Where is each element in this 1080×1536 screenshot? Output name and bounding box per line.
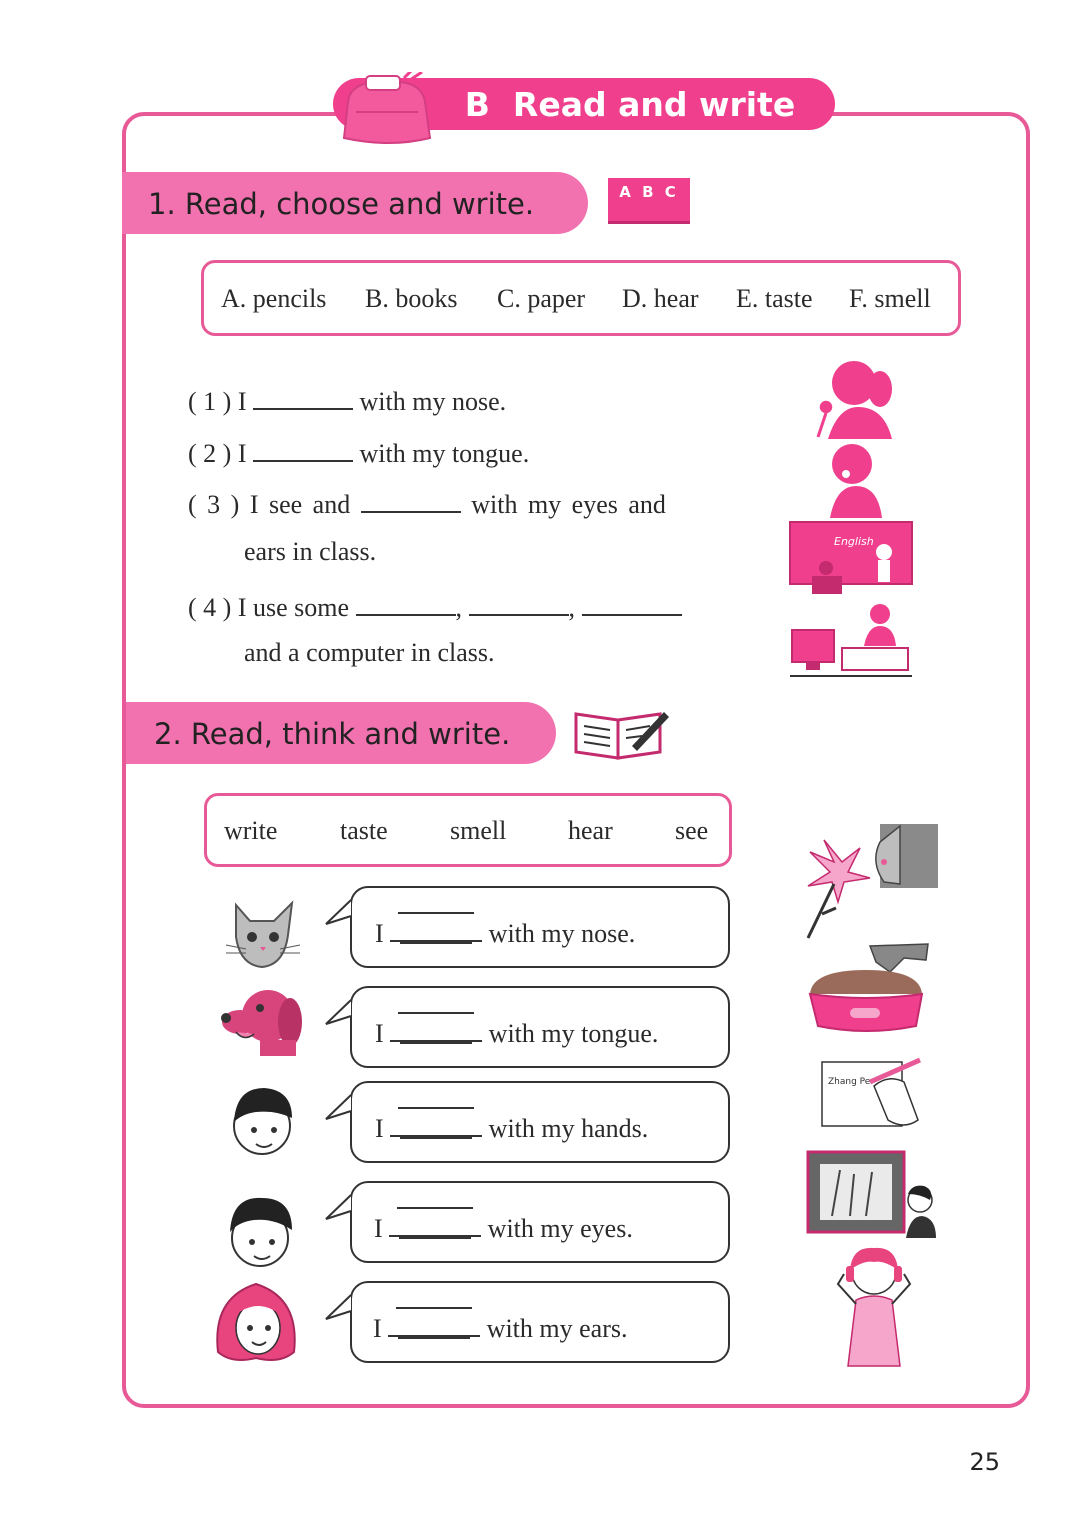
question-2: ( 2 ) I with my tongue. xyxy=(188,434,529,469)
sentence-5: I with my ears. xyxy=(373,1309,627,1344)
page-number: 25 xyxy=(969,1448,1000,1476)
paper-name-label: Zhang Pe xyxy=(828,1077,871,1087)
section2-title: 2. Read, think and write. xyxy=(126,702,556,764)
section1-title: 1. Read, choose and write. xyxy=(122,172,588,234)
question-1: ( 1 ) I with my nose. xyxy=(188,382,506,417)
boy-face-icon-2 xyxy=(224,1192,300,1276)
boy-face-icon-1 xyxy=(226,1082,300,1164)
answer-blank-4b[interactable] xyxy=(469,588,569,616)
cat-icon xyxy=(222,895,302,971)
page-title: B Read and write xyxy=(464,85,796,124)
classroom-blackboard-icon xyxy=(788,520,914,598)
computer-desk-icon xyxy=(788,600,914,680)
dog-icon xyxy=(220,982,304,1058)
sentence-blank-2[interactable] xyxy=(390,1014,482,1042)
sentence-blank-3[interactable] xyxy=(390,1109,482,1137)
sentence-1: I with my nose. xyxy=(375,914,635,949)
sentence-2: I with my tongue. xyxy=(375,1014,658,1049)
girl-listening-headphones-icon xyxy=(828,1244,918,1368)
option-b: B. books xyxy=(365,284,458,313)
option-e: E. taste xyxy=(736,284,813,313)
answer-blank-2[interactable] xyxy=(253,434,353,462)
question-3: ( 3 ) I see and with my eyes and xyxy=(188,485,666,520)
option-c: C. paper xyxy=(497,284,586,313)
abc-badge: A B C xyxy=(608,178,690,224)
dog-food-bowl-icon xyxy=(806,942,934,1032)
boy-tasting-icon xyxy=(822,438,888,518)
hand-writing-name-icon xyxy=(818,1056,924,1132)
answer-blank-4c[interactable] xyxy=(582,588,682,616)
question-4-continued: and a computer in class. xyxy=(244,638,495,667)
answer-blank-1[interactable] xyxy=(253,382,353,410)
sentence-blank-1[interactable] xyxy=(390,914,482,942)
open-book-pencil-icon xyxy=(572,706,670,760)
word-hear: hear xyxy=(568,816,613,845)
word-write: write xyxy=(224,816,278,845)
board-label: English xyxy=(834,535,874,548)
sentence-blank-4[interactable] xyxy=(389,1209,481,1237)
word-taste: taste xyxy=(340,816,388,845)
question-3-continued: ears in class. xyxy=(244,537,377,566)
cat-smelling-lily-icon xyxy=(800,822,940,942)
sentence-blank-5[interactable] xyxy=(388,1309,480,1337)
bubble-tails xyxy=(318,880,358,1360)
answer-blank-4a[interactable] xyxy=(356,588,456,616)
question-4: ( 4 ) I use some , , xyxy=(188,588,682,623)
option-d: D. hear xyxy=(622,284,699,313)
word-see: see xyxy=(675,816,709,845)
sentence-4: I with my eyes. xyxy=(374,1209,633,1244)
sentence-3: I with my hands. xyxy=(375,1109,648,1144)
option-a: A. pencils xyxy=(221,284,327,313)
girl-smelling-flower-icon xyxy=(808,355,900,439)
word-smell: smell xyxy=(450,816,507,845)
boy-looking-at-painting-icon xyxy=(806,1150,940,1238)
girl-face-icon xyxy=(210,1278,302,1370)
option-f: F. smell xyxy=(849,284,931,313)
answer-blank-3[interactable] xyxy=(361,485,461,513)
